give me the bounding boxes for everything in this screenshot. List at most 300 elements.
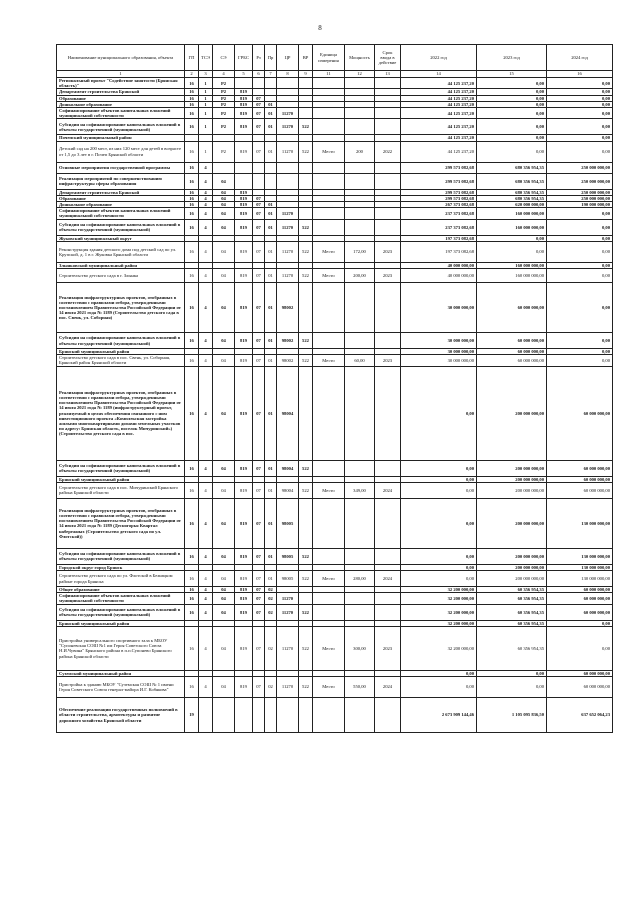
row-amount-2024: 0,00 bbox=[547, 620, 613, 626]
row-name: Городской округ город Брянск bbox=[57, 564, 185, 570]
row-pr: 01 bbox=[265, 219, 277, 235]
row-name: Реализация мероприятий по совершенствованию инфраструктуры сферы образования bbox=[57, 173, 185, 189]
row-gp: 19 bbox=[185, 698, 199, 733]
row-amount-2024: 60 000 000,00 bbox=[547, 476, 613, 482]
row-amount-2023: 680 356 954,35 bbox=[477, 195, 547, 201]
row-se: Р2 bbox=[213, 95, 235, 101]
row-amount-2023: 160 000 000,00 bbox=[477, 269, 547, 283]
row-amount-2023: 0,00 bbox=[477, 108, 547, 119]
row-tse: 4 bbox=[199, 269, 213, 283]
row-deadline bbox=[375, 119, 401, 135]
row-grbs: 819 bbox=[235, 333, 253, 349]
row-rz: 07 bbox=[253, 108, 265, 119]
row-capacity bbox=[345, 108, 375, 119]
row-amount-2024: 0,00 bbox=[547, 283, 613, 333]
row-grbs bbox=[235, 698, 253, 733]
row-cr: 98004 bbox=[277, 366, 299, 460]
row-name: Региональный проект "Содействие занятости (Брянская область)" bbox=[57, 78, 185, 89]
row-capacity: 60,00 bbox=[345, 355, 375, 366]
row-pr: 01 bbox=[265, 101, 277, 107]
row-pr: 01 bbox=[265, 208, 277, 219]
table-row bbox=[57, 162, 613, 173]
row-name: Субсидии на софинансирование капитальных вложений в объекты государственной (муниципальной) bbox=[57, 604, 185, 620]
row-vr: 522 bbox=[299, 269, 313, 283]
row-name: Злынковский муниципальный район bbox=[57, 262, 185, 268]
row-gp: 16 bbox=[185, 587, 199, 593]
row-amount-2024: 250 000 000,00 bbox=[547, 173, 613, 189]
row-amount-2023: 200 000 000,00 bbox=[477, 548, 547, 564]
row-name: Пристройка к зданию МБОУ "Суземская СОШ № 1 имени Героя Советского Союза генерал-майора И.Г. Кобякова" bbox=[57, 677, 185, 698]
row-amount-2024: 0,00 bbox=[547, 235, 613, 241]
row-vr bbox=[299, 593, 313, 604]
col-header-2023: 2023 год bbox=[477, 45, 547, 71]
row-gp: 16 bbox=[185, 482, 199, 498]
row-amount-2023: 0,00 bbox=[477, 89, 547, 95]
row-capacity bbox=[345, 219, 375, 235]
row-amount-2022: 44 125 237,20 bbox=[401, 135, 477, 141]
row-gp: 16 bbox=[185, 219, 199, 235]
row-grbs: 819 bbox=[235, 366, 253, 460]
row-gp: 16 bbox=[185, 498, 199, 548]
row-amount-2022: 237 373 082,68 bbox=[401, 219, 477, 235]
row-pr: 02 bbox=[265, 626, 277, 670]
row-se bbox=[213, 162, 235, 173]
row-unit bbox=[313, 108, 345, 119]
row-vr: 522 bbox=[299, 626, 313, 670]
row-vr bbox=[299, 108, 313, 119]
row-cr: 11270 bbox=[277, 593, 299, 604]
header-row bbox=[57, 45, 613, 71]
row-pr: 01 bbox=[265, 283, 277, 333]
row-name: Почепский муниципальный район bbox=[57, 135, 185, 141]
row-name: Субсидии на софинансирование капитальных вложений в объекты государственной (муниципальной) bbox=[57, 548, 185, 564]
row-pr: 02 bbox=[265, 587, 277, 593]
row-amount-2023: 0,00 bbox=[477, 135, 547, 141]
row-amount-2023: 0,00 bbox=[477, 141, 547, 162]
row-se: 04 bbox=[213, 593, 235, 604]
row-cr bbox=[277, 162, 299, 173]
row-capacity bbox=[345, 162, 375, 173]
row-grbs: 819 bbox=[235, 593, 253, 604]
row-unit: Место bbox=[313, 482, 345, 498]
col-header-deadline: Срок ввода в действие bbox=[375, 45, 401, 71]
row-amount-2024: 60 000 000,00 bbox=[547, 482, 613, 498]
row-amount-2023: 160 000 000,00 bbox=[477, 208, 547, 219]
row-capacity bbox=[345, 208, 375, 219]
row-se: Р2 bbox=[213, 89, 235, 95]
row-tse: 1 bbox=[199, 78, 213, 89]
row-amount-2022: 0,00 bbox=[401, 670, 477, 676]
row-name: Образование bbox=[57, 95, 185, 101]
row-deadline: 2022 bbox=[375, 141, 401, 162]
row-grbs: 819 bbox=[235, 460, 253, 476]
row-deadline: 2023 bbox=[375, 269, 401, 283]
row-grbs: 819 bbox=[235, 626, 253, 670]
table-body bbox=[57, 78, 613, 733]
row-amount-2024: 250 000 000,00 bbox=[547, 189, 613, 195]
row-capacity: 200,00 bbox=[345, 269, 375, 283]
row-se: Р2 bbox=[213, 78, 235, 89]
row-name: Субсидии на софинансирование капитальных вложений в объекты государственной (муниципальной) bbox=[57, 333, 185, 349]
row-capacity bbox=[345, 460, 375, 476]
column-number: 12 bbox=[345, 71, 375, 78]
row-amount-2024: 0,00 bbox=[547, 101, 613, 107]
row-grbs: 819 bbox=[235, 482, 253, 498]
row-rz: 07 bbox=[253, 571, 265, 587]
row-rz bbox=[253, 78, 265, 89]
row-amount-2022: 2 673 909 144,46 bbox=[401, 698, 477, 733]
row-deadline: 2024 bbox=[375, 571, 401, 587]
row-rz: 07 bbox=[253, 498, 265, 548]
row-grbs: 819 bbox=[235, 355, 253, 366]
row-amount-2024: 0,00 bbox=[547, 95, 613, 101]
row-vr: 522 bbox=[299, 241, 313, 262]
table-row bbox=[57, 677, 613, 698]
column-number: 5 bbox=[235, 71, 253, 78]
row-vr: 522 bbox=[299, 355, 313, 366]
table-row bbox=[57, 366, 613, 460]
table-row bbox=[57, 108, 613, 119]
row-name: Дошкольное образование bbox=[57, 202, 185, 208]
row-name: Пристройка универсального спортивного зала к МБОУ "Супоневская СОШ №1 им Героя Советского Союза Н.И.Чувина" Брянского района в п.п.Супонево Брянского района Брянской области bbox=[57, 626, 185, 670]
row-amount-2022: 0,00 bbox=[401, 548, 477, 564]
row-rz: 07 bbox=[253, 119, 265, 135]
row-amount-2022: 30 000 000,00 bbox=[401, 349, 477, 355]
row-amount-2023: 160 000 000,00 bbox=[477, 262, 547, 268]
table-row bbox=[57, 571, 613, 587]
row-tse: 1 bbox=[199, 89, 213, 95]
row-pr: 02 bbox=[265, 593, 277, 604]
row-gp: 16 bbox=[185, 89, 199, 95]
row-amount-2024: 0,00 bbox=[547, 626, 613, 670]
table-row bbox=[57, 460, 613, 476]
row-amount-2022: 267 373 082,68 bbox=[401, 202, 477, 208]
table-row bbox=[57, 269, 613, 283]
row-deadline bbox=[375, 548, 401, 564]
row-grbs: 819 bbox=[235, 677, 253, 698]
row-se: 04 bbox=[213, 604, 235, 620]
row-se: 04 bbox=[213, 498, 235, 548]
row-cr: 11270 bbox=[277, 604, 299, 620]
row-amount-2022: 237 373 082,68 bbox=[401, 208, 477, 219]
row-unit bbox=[313, 698, 345, 733]
page-number: 8 bbox=[318, 24, 322, 32]
row-unit bbox=[313, 604, 345, 620]
row-unit: Место bbox=[313, 677, 345, 698]
row-grbs: 819 bbox=[235, 89, 253, 95]
row-deadline bbox=[375, 108, 401, 119]
row-capacity: 550,00 bbox=[345, 677, 375, 698]
row-deadline bbox=[375, 498, 401, 548]
row-amount-2022: 32 200 000,00 bbox=[401, 593, 477, 604]
row-tse: 4 bbox=[199, 208, 213, 219]
row-tse bbox=[199, 698, 213, 733]
row-tse: 4 bbox=[199, 283, 213, 333]
row-gp: 16 bbox=[185, 241, 199, 262]
row-amount-2022: 44 125 237,20 bbox=[401, 119, 477, 135]
row-cr: 11270 bbox=[277, 219, 299, 235]
row-tse: 4 bbox=[199, 587, 213, 593]
row-grbs: 819 bbox=[235, 219, 253, 235]
row-cr bbox=[277, 698, 299, 733]
row-cr: 98004 bbox=[277, 460, 299, 476]
row-cr: 11270 bbox=[277, 119, 299, 135]
row-tse: 4 bbox=[199, 241, 213, 262]
row-amount-2023: 0,00 bbox=[477, 95, 547, 101]
row-amount-2024: 60 000 000,00 bbox=[547, 587, 613, 593]
row-amount-2023: 60 000 000,00 bbox=[477, 333, 547, 349]
row-name: Реализация инфраструктурных проектов, отобранных в соответствии с правилами отбора, утвержденными постановлением Правительства Российской Федерации от 14 июля 2021 года № 1189 (инфраструктурный проект, реализуемый в целях обеспечения связанного с ним инвестиционного проекта «Комплексная застройка жилыми многоквартирными домами земельных участков по адресу: Брянская область, поселок Мичуринский») (Строительство детского сада в пос. bbox=[57, 366, 185, 460]
column-number: 11 bbox=[313, 71, 345, 78]
row-vr: 522 bbox=[299, 460, 313, 476]
row-amount-2022: 32 200 000,00 bbox=[401, 587, 477, 593]
table-row bbox=[57, 593, 613, 604]
row-amount-2022: 40 000 000,00 bbox=[401, 262, 477, 268]
row-se: 04 bbox=[213, 219, 235, 235]
row-se: 04 bbox=[213, 269, 235, 283]
row-vr bbox=[299, 498, 313, 548]
row-amount-2024: 130 000 000,00 bbox=[547, 498, 613, 548]
row-name: Субсидии на софинансирование капитальных вложений в объекты государственной (муниципальной) bbox=[57, 219, 185, 235]
row-rz: 07 bbox=[253, 219, 265, 235]
col-header-2022: 2022 год bbox=[401, 45, 477, 71]
row-pr: 01 bbox=[265, 119, 277, 135]
row-grbs: 819 bbox=[235, 95, 253, 101]
row-unit bbox=[313, 283, 345, 333]
row-pr: 01 bbox=[265, 202, 277, 208]
row-tse: 4 bbox=[199, 677, 213, 698]
table-row bbox=[57, 333, 613, 349]
row-grbs bbox=[235, 162, 253, 173]
row-capacity: 349,00 bbox=[345, 482, 375, 498]
table-row bbox=[57, 141, 613, 162]
row-amount-2022: 30 000 000,00 bbox=[401, 355, 477, 366]
row-capacity: 200 bbox=[345, 141, 375, 162]
row-name: Департамент строительства Брянской bbox=[57, 189, 185, 195]
row-name: Основные мероприятия государственной программы bbox=[57, 162, 185, 173]
row-vr: 522 bbox=[299, 677, 313, 698]
row-pr: 01 bbox=[265, 108, 277, 119]
row-pr bbox=[265, 173, 277, 189]
col-header-cr: ЦР bbox=[277, 45, 299, 71]
row-amount-2022: 0,00 bbox=[401, 366, 477, 460]
row-amount-2024: 250 000 000,00 bbox=[547, 195, 613, 201]
row-unit bbox=[313, 173, 345, 189]
row-capacity bbox=[345, 283, 375, 333]
column-number-row bbox=[57, 71, 613, 78]
row-grbs: 819 bbox=[235, 108, 253, 119]
row-name: Субсидии на софинансирование капитальных вложений в объекты государственной (муниципальной) bbox=[57, 119, 185, 135]
row-se: Р2 bbox=[213, 101, 235, 107]
column-number: 9 bbox=[299, 71, 313, 78]
row-deadline bbox=[375, 460, 401, 476]
table-row bbox=[57, 698, 613, 733]
row-vr bbox=[299, 173, 313, 189]
row-cr: 11270 bbox=[277, 269, 299, 283]
row-pr: 01 bbox=[265, 460, 277, 476]
row-amount-2023: 200 000 000,00 bbox=[477, 571, 547, 587]
row-unit bbox=[313, 333, 345, 349]
column-number: 4 bbox=[213, 71, 235, 78]
row-cr: 98002 bbox=[277, 283, 299, 333]
row-grbs: 819 bbox=[235, 101, 253, 107]
row-rz bbox=[253, 162, 265, 173]
row-rz: 07 bbox=[253, 593, 265, 604]
row-amount-2024: 0,00 bbox=[547, 241, 613, 262]
row-vr: 522 bbox=[299, 482, 313, 498]
row-pr: 01 bbox=[265, 482, 277, 498]
row-amount-2024: 0,00 bbox=[547, 119, 613, 135]
table-row bbox=[57, 482, 613, 498]
row-grbs: 819 bbox=[235, 141, 253, 162]
row-gp: 16 bbox=[185, 195, 199, 201]
row-cr: 98002 bbox=[277, 333, 299, 349]
row-amount-2023: 0,00 bbox=[477, 119, 547, 135]
row-capacity bbox=[345, 173, 375, 189]
row-se: 04 bbox=[213, 587, 235, 593]
row-amount-2023: 60 000 000,00 bbox=[477, 349, 547, 355]
row-name: Жуковский муниципальный округ bbox=[57, 235, 185, 241]
col-header-vr: ВР bbox=[299, 45, 313, 71]
row-cr: 98005 bbox=[277, 548, 299, 564]
col-header-name: Наименование муниципального образования, объекта bbox=[57, 45, 185, 71]
col-header-se: СЭ bbox=[213, 45, 235, 71]
row-amount-2023: 60 356 954,35 bbox=[477, 593, 547, 604]
row-deadline bbox=[375, 366, 401, 460]
row-tse: 4 bbox=[199, 366, 213, 460]
row-rz: 07 bbox=[253, 460, 265, 476]
row-se: 04 bbox=[213, 460, 235, 476]
row-amount-2022: 0,00 bbox=[401, 677, 477, 698]
row-capacity bbox=[345, 119, 375, 135]
row-tse: 1 bbox=[199, 119, 213, 135]
row-amount-2024: 637 652 064,23 bbox=[547, 698, 613, 733]
row-amount-2023: 200 000 000,00 bbox=[477, 366, 547, 460]
table-row bbox=[57, 119, 613, 135]
row-amount-2022: 0,00 bbox=[401, 571, 477, 587]
row-tse: 4 bbox=[199, 333, 213, 349]
row-rz: 07 bbox=[253, 101, 265, 107]
table-row bbox=[57, 219, 613, 235]
row-vr bbox=[299, 162, 313, 173]
row-se: 04 bbox=[213, 173, 235, 189]
row-vr: 522 bbox=[299, 219, 313, 235]
table-row bbox=[57, 283, 613, 333]
row-gp: 16 bbox=[185, 119, 199, 135]
row-amount-2022: 44 125 237,20 bbox=[401, 78, 477, 89]
row-name: Софинансирование объектов капитальных вложений муниципальной собственности bbox=[57, 208, 185, 219]
row-cr: 98004 bbox=[277, 482, 299, 498]
row-vr: 522 bbox=[299, 119, 313, 135]
row-name: Реализация инфраструктурных проектов, отобранных в соответствии с правилами отбора, утвержденными постановлением Правительства Российской Федерации от 14 июля 2021 года № 1189 (Строительство детского сада в пос. Свень, ул. Соборная) bbox=[57, 283, 185, 333]
row-cr: 98002 bbox=[277, 355, 299, 366]
row-amount-2024: 130 000 000,00 bbox=[547, 564, 613, 570]
row-unit bbox=[313, 593, 345, 604]
row-amount-2022: 197 373 082,68 bbox=[401, 241, 477, 262]
row-name: Субсидии на софинансирование капитальных вложений в объекты государственной (муниципальной) bbox=[57, 460, 185, 476]
row-tse: 4 bbox=[199, 593, 213, 604]
row-pr: 01 bbox=[265, 548, 277, 564]
row-name: Софинансирование объектов капитальных вложений муниципальной собственности bbox=[57, 108, 185, 119]
row-unit bbox=[313, 162, 345, 173]
row-tse: 4 bbox=[199, 482, 213, 498]
row-rz: 07 bbox=[253, 677, 265, 698]
row-deadline bbox=[375, 698, 401, 733]
row-amount-2024: 0,00 bbox=[547, 135, 613, 141]
row-amount-2024: 0,00 bbox=[547, 262, 613, 268]
row-amount-2022: 299 573 082,68 bbox=[401, 173, 477, 189]
row-name: Брянский муниципальный район bbox=[57, 476, 185, 482]
row-amount-2023: 0,00 bbox=[477, 677, 547, 698]
row-amount-2023: 200 000 000,00 bbox=[477, 498, 547, 548]
row-unit: Место bbox=[313, 241, 345, 262]
row-pr: 02 bbox=[265, 677, 277, 698]
row-tse: 4 bbox=[199, 219, 213, 235]
row-tse: 4 bbox=[199, 189, 213, 195]
row-amount-2023: 680 356 954,35 bbox=[477, 173, 547, 189]
row-gp: 16 bbox=[185, 189, 199, 195]
row-rz: 07 bbox=[253, 366, 265, 460]
row-unit: Место bbox=[313, 571, 345, 587]
row-tse: 4 bbox=[199, 498, 213, 548]
row-cr bbox=[277, 173, 299, 189]
row-tse: 4 bbox=[199, 571, 213, 587]
row-amount-2022: 44 125 237,20 bbox=[401, 101, 477, 107]
row-se bbox=[213, 698, 235, 733]
row-grbs: 819 bbox=[235, 587, 253, 593]
row-rz: 07 bbox=[253, 283, 265, 333]
row-se: 04 bbox=[213, 366, 235, 460]
row-deadline bbox=[375, 593, 401, 604]
row-amount-2024: 0,00 bbox=[547, 89, 613, 95]
row-amount-2023: 200 000 000,00 bbox=[477, 476, 547, 482]
row-unit: Место bbox=[313, 355, 345, 366]
row-pr: 01 bbox=[265, 498, 277, 548]
row-rz: 07 bbox=[253, 355, 265, 366]
row-amount-2023: 200 000 000,00 bbox=[477, 460, 547, 476]
row-rz: 07 bbox=[253, 195, 265, 201]
row-amount-2022: 32 200 000,00 bbox=[401, 626, 477, 670]
row-amount-2022: 299 573 082,68 bbox=[401, 162, 477, 173]
table-row bbox=[57, 208, 613, 219]
row-amount-2022: 32 200 000,00 bbox=[401, 604, 477, 620]
row-name: Департамент строительства Брянской bbox=[57, 89, 185, 95]
row-gp: 16 bbox=[185, 604, 199, 620]
row-amount-2023: 0,00 bbox=[477, 101, 547, 107]
row-rz: 07 bbox=[253, 604, 265, 620]
row-cr: 98005 bbox=[277, 571, 299, 587]
row-se: 04 bbox=[213, 571, 235, 587]
row-pr bbox=[265, 698, 277, 733]
row-cr: 11270 bbox=[277, 626, 299, 670]
row-gp: 16 bbox=[185, 283, 199, 333]
row-amount-2024: 0,00 bbox=[547, 219, 613, 235]
row-se: 04 bbox=[213, 626, 235, 670]
row-amount-2022: 32 200 000,00 bbox=[401, 620, 477, 626]
row-amount-2024: 0,00 bbox=[547, 269, 613, 283]
row-se: 04 bbox=[213, 355, 235, 366]
row-amount-2022: 44 125 237,20 bbox=[401, 89, 477, 95]
row-name: Софинансирование объектов капитальных вложений муниципальной собственности bbox=[57, 593, 185, 604]
row-tse: 4 bbox=[199, 173, 213, 189]
row-capacity bbox=[345, 593, 375, 604]
column-number: 14 bbox=[401, 71, 477, 78]
row-amount-2024: 130 000 000,00 bbox=[547, 571, 613, 587]
row-unit bbox=[313, 119, 345, 135]
row-pr: 01 bbox=[265, 366, 277, 460]
row-amount-2024: 60 000 000,00 bbox=[547, 366, 613, 460]
row-amount-2024: 0,00 bbox=[547, 141, 613, 162]
